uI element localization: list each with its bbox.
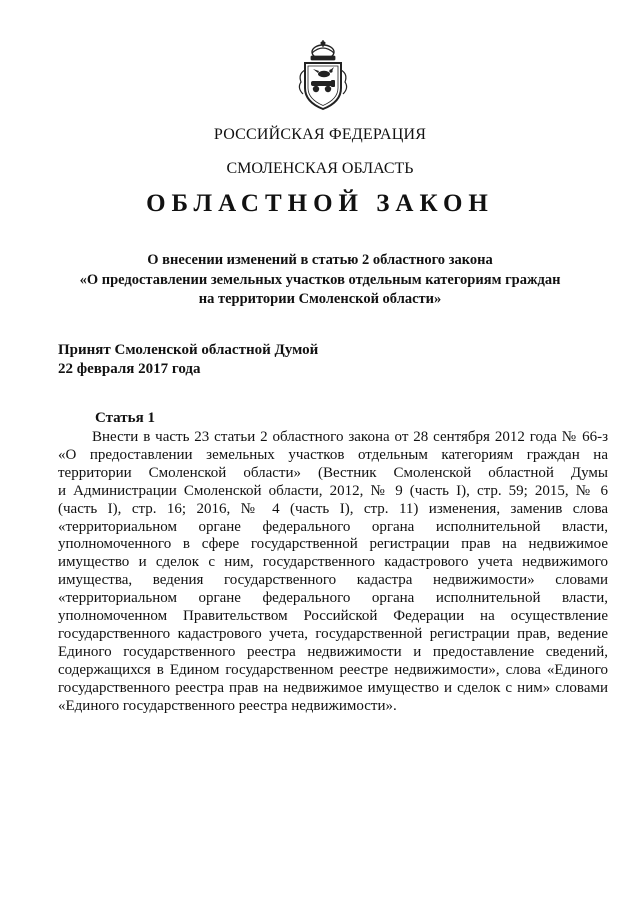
law-subject-line: «О предоставлении земельных участков отдельным категориям граждан (79, 271, 561, 288)
coat-of-arms-icon (294, 40, 352, 112)
article-line: Единого государственного реестра недвижимости и предоставление сведений, (58, 643, 608, 660)
article-line: уполномоченного в сфере государственной регистрации прав на недвижимое (58, 536, 608, 553)
article-line: содержащихся в Едином государственном реестре недвижимости», слова «Единого (58, 661, 608, 678)
article-title: Статья 1 (95, 410, 155, 426)
article-line: уполномоченном Правительством Российской Федерации на осуществление (58, 608, 608, 625)
adoption-info (58, 341, 318, 379)
article-line: (часть I), стр. 16; 2016, № 4 (часть I), стр. 11) изменения, заменив слова (58, 500, 608, 517)
article-line: имущества, ведения государственного кадастра недвижимости» словами (58, 572, 608, 589)
article-line: и Администрации Смоленской области, 2012, № 9 (часть I), стр. 59; 2015, № 6 (58, 482, 608, 499)
article-line: государственного реестра прав на недвижимое имущество и сделок с ним» словами (58, 679, 608, 696)
adoption-date: 22 февраля 2017 года (58, 361, 201, 377)
country-name: РОССИЙСКАЯ ФЕДЕРАЦИЯ (213, 126, 427, 143)
law-subject-line: О внесении изменений в статью 2 областного закона (147, 252, 493, 268)
article-line: «территориальном органе федерального органа исполнительной власти, (58, 518, 608, 535)
document-type-title: ОБЛАСТНОЙ ЗАКОН (146, 190, 494, 217)
article-body (58, 429, 608, 716)
article-line: имущество и сделок с ним, государственного кадастрового учета недвижимого (58, 554, 608, 571)
law-subject (0, 251, 640, 310)
law-subject-line: на территории Смоленской области» (198, 291, 442, 307)
article-line: «территориальном органе федерального органа исполнительной власти, (58, 590, 608, 607)
article-line: Внести в часть 23 статьи 2 областного закона от 28 сентября 2012 года № 66-з (92, 429, 608, 445)
article-line: «Единого государственного реестра недвижимости». (58, 697, 397, 714)
adoption-body: Принят Смоленской областной Думой (58, 342, 319, 358)
region-name: СМОЛЕНСКАЯ ОБЛАСТЬ (226, 160, 414, 177)
article-line: «О предоставлении земельных участков отдельным категориям граждан на (58, 446, 608, 463)
article-line: территории Смоленской области» (Вестник Смоленской областной Думы (58, 464, 608, 481)
article-line: государственного кадастрового учета, государственной регистрации прав, ведение (58, 625, 608, 642)
